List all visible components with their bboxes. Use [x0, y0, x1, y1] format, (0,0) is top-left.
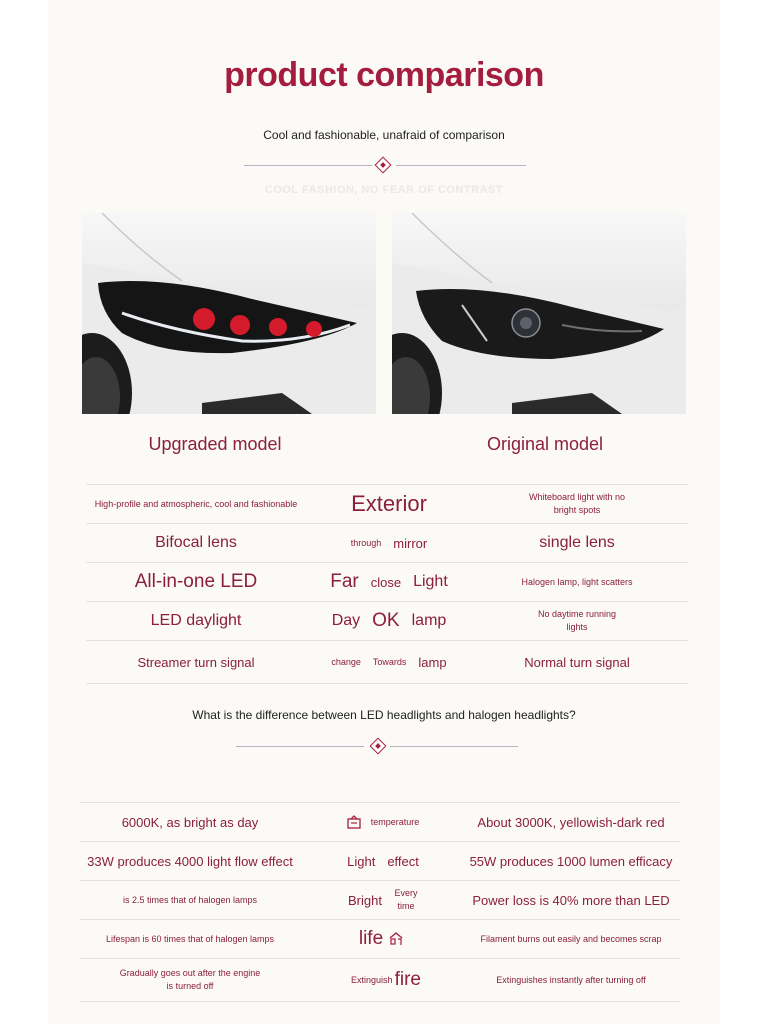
- upgraded-feature: High-profile and atmospheric, cool and fashionable: [94, 498, 298, 509]
- watermark-text: COOL FASHION, NO FEAR OF CONTRAST: [264, 184, 504, 196]
- upgraded-feature: All-in-one LED: [134, 571, 258, 592]
- original-model-label: Original model: [486, 434, 604, 454]
- halogen-feature: About 3000K, yellowish-dark red: [477, 814, 665, 830]
- feature-category: [314, 485, 464, 523]
- table-row: [86, 640, 688, 684]
- table-row: [80, 841, 680, 880]
- feature-category: [314, 602, 464, 640]
- category-word: life: [358, 928, 384, 949]
- halogen-feature: 55W produces 1000 lumen efficacy: [469, 853, 673, 869]
- led-feature: is 2.5 times that of halogen lamps: [122, 894, 258, 905]
- table-row: [80, 919, 680, 958]
- page-subtitle: Cool and fashionable, unafraid of comparison: [263, 128, 505, 142]
- original-feature: single lens: [539, 534, 615, 551]
- category-word: through: [350, 537, 382, 548]
- original-headlight-photo: [392, 213, 686, 414]
- diamond-icon: [370, 738, 387, 755]
- section-question: What is the difference between LED headlights and halogen headlights?: [192, 708, 576, 722]
- category-word: Light: [347, 853, 376, 869]
- original-feature: Normal turn signal: [524, 654, 630, 670]
- page-title: product comparison: [224, 56, 544, 94]
- diamond-icon: [375, 157, 392, 174]
- feature-category: [314, 641, 464, 683]
- temperature-icon: [347, 815, 361, 829]
- led-feature: Lifespan is 60 times that of halogen lamps: [105, 933, 275, 944]
- category-word: fire: [394, 969, 421, 990]
- ornamental-divider: [48, 739, 720, 755]
- category-word: Exterior: [351, 491, 427, 516]
- product-comparison-page: [48, 0, 720, 1024]
- comparison-table: [86, 484, 688, 684]
- feature-category: [308, 920, 458, 958]
- difference-table: [80, 802, 680, 1002]
- category-word: Day: [331, 612, 361, 629]
- category-word: Light: [413, 573, 448, 590]
- upgraded-headlight-photo: [82, 213, 376, 414]
- table-row: [80, 880, 680, 919]
- category-word: Far: [330, 571, 359, 592]
- category-word: lamp: [411, 612, 447, 629]
- led-feature: 6000K, as bright as day: [121, 814, 259, 830]
- category-word: Extinguish: [351, 974, 393, 985]
- category-word: change: [331, 656, 361, 667]
- table-row: [86, 484, 688, 523]
- ornamental-divider: [48, 158, 720, 174]
- category-word: effect: [387, 853, 419, 869]
- feature-category: [314, 563, 464, 601]
- table-row: [86, 601, 688, 640]
- category-word: Bright: [348, 892, 382, 908]
- category-word: mirror: [393, 535, 428, 551]
- feature-category: [314, 524, 464, 562]
- table-row: [80, 958, 680, 1002]
- original-feature: No daytime running lights: [537, 609, 617, 632]
- original-feature: Whiteboard light with no bright spots: [528, 492, 626, 515]
- led-feature: 33W produces 4000 light flow effect: [87, 853, 293, 869]
- category-word: close: [370, 574, 402, 590]
- upgraded-feature: Streamer turn signal: [137, 654, 255, 670]
- halogen-feature: Power loss is 40% more than LED: [472, 892, 670, 908]
- feature-category: [308, 959, 458, 1001]
- category-word: lamp: [418, 654, 447, 670]
- upgraded-feature: Bifocal lens: [155, 534, 237, 551]
- feature-category: [308, 842, 458, 880]
- table-row: [80, 802, 680, 841]
- category-word: Towards: [372, 656, 407, 667]
- upgraded-feature: LED daylight: [150, 612, 242, 629]
- category-word: Every time: [394, 888, 418, 911]
- feature-category: [308, 803, 458, 841]
- life-icon: [389, 932, 403, 946]
- led-feature: Gradually goes out after the engine is turned off: [119, 968, 261, 991]
- category-word: temperature: [370, 816, 420, 827]
- category-word: OK: [372, 610, 400, 631]
- upgraded-model-label: Upgraded model: [148, 434, 282, 454]
- feature-category: [308, 881, 458, 919]
- table-row: [86, 562, 688, 601]
- halogen-feature: Filament burns out easily and becomes scrap: [480, 933, 662, 944]
- original-feature: Halogen lamp, light scatters: [521, 576, 633, 587]
- halogen-feature: Extinguishes instantly after turning off: [496, 974, 646, 985]
- table-row: [86, 523, 688, 562]
